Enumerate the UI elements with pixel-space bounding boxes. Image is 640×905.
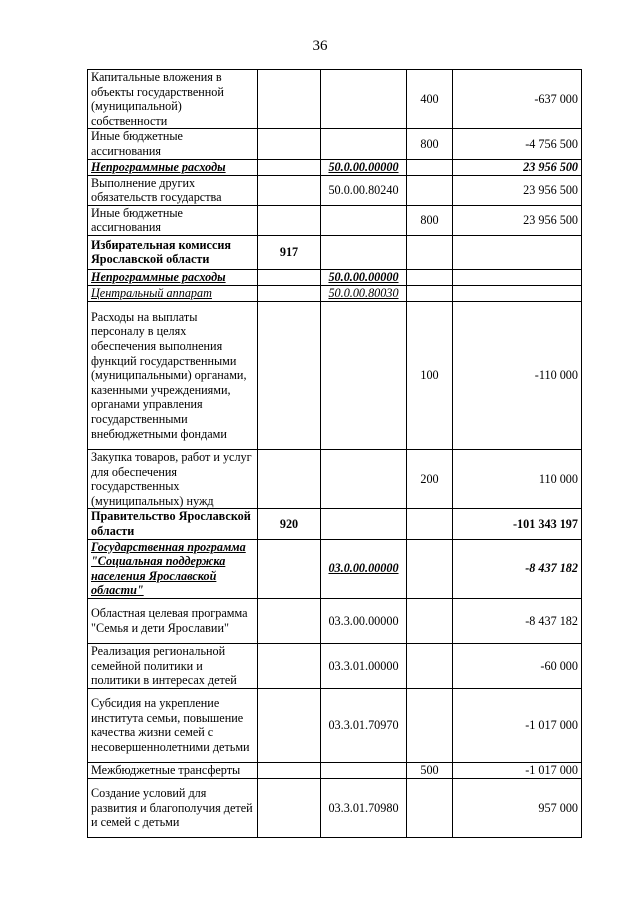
row-code-cell <box>258 539 321 598</box>
row-code-cell: 917 <box>258 235 321 269</box>
row-amount-cell: -4 756 500 <box>453 129 582 159</box>
table-row <box>88 285 582 301</box>
row-program-cell <box>321 509 407 539</box>
row-name-cell: Правительство Ярославской области <box>88 509 258 539</box>
row-code-cell <box>258 778 321 837</box>
row-name-cell: Создание условий для развития и благополучия детей и семей с детьми <box>88 778 258 837</box>
table-row <box>88 449 582 508</box>
row-code-cell <box>258 285 321 301</box>
row-name-cell: Иные бюджетные ассигнования <box>88 129 258 159</box>
row-type-cell <box>407 509 453 539</box>
row-amount-cell: -60 000 <box>453 643 582 688</box>
row-code-cell <box>258 70 321 129</box>
table-row <box>88 643 582 688</box>
table-row <box>88 235 582 269</box>
table-row <box>88 175 582 205</box>
row-type-cell <box>407 539 453 598</box>
row-type-cell: 500 <box>407 762 453 778</box>
row-program-cell: 03.0.00.00000 <box>321 539 407 598</box>
row-amount-cell: -101 343 197 <box>453 509 582 539</box>
row-name-cell: Непрограммные расходы <box>88 159 258 175</box>
page-number: 36 <box>312 38 328 54</box>
table-row <box>88 509 582 539</box>
table-row <box>88 301 582 449</box>
row-amount-cell: 957 000 <box>453 778 582 837</box>
row-program-cell <box>321 129 407 159</box>
row-amount-cell: -110 000 <box>453 301 582 449</box>
row-type-cell: 800 <box>407 129 453 159</box>
row-program-cell <box>321 205 407 235</box>
table-row <box>88 778 582 837</box>
row-program-cell <box>321 235 407 269</box>
row-type-cell <box>407 159 453 175</box>
row-program-cell: 03.3.00.00000 <box>321 598 407 643</box>
row-type-cell <box>407 235 453 269</box>
row-type-cell <box>407 643 453 688</box>
table-row <box>88 688 582 762</box>
row-name-cell: Капитальные вложения в объекты государственной (муниципальной) собственности <box>88 70 258 129</box>
table-row <box>88 539 582 598</box>
row-type-cell <box>407 269 453 285</box>
row-program-cell: 50.0.00.00000 <box>321 159 407 175</box>
row-amount-cell: 23 956 500 <box>453 159 582 175</box>
row-code-cell <box>258 129 321 159</box>
row-type-cell <box>407 778 453 837</box>
row-code-cell <box>258 159 321 175</box>
row-type-cell <box>407 598 453 643</box>
row-type-cell <box>407 285 453 301</box>
row-type-cell: 100 <box>407 301 453 449</box>
row-name-cell: Межбюджетные трансферты <box>88 762 258 778</box>
row-amount-cell: -637 000 <box>453 70 582 129</box>
row-code-cell <box>258 762 321 778</box>
row-program-cell: 03.3.01.70980 <box>321 778 407 837</box>
row-type-cell <box>407 688 453 762</box>
row-amount-cell: -1 017 000 <box>453 688 582 762</box>
row-amount-cell <box>453 235 582 269</box>
row-name-cell: Непрограммные расходы <box>88 269 258 285</box>
row-program-cell: 50.0.00.00000 <box>321 269 407 285</box>
table-row <box>88 762 582 778</box>
row-name-cell: Центральный аппарат <box>88 285 258 301</box>
row-type-cell: 200 <box>407 449 453 508</box>
table-row <box>88 70 582 129</box>
row-code-cell <box>258 449 321 508</box>
row-type-cell: 400 <box>407 70 453 129</box>
row-amount-cell: 23 956 500 <box>453 205 582 235</box>
row-code-cell <box>258 269 321 285</box>
row-amount-cell: -8 437 182 <box>453 598 582 643</box>
row-name-cell: Избирательная комиссия Ярославской области <box>88 235 258 269</box>
row-name-cell: Субсидия на укрепление института семьи, повышение качества жизни семей с несовершеннолетними детьми <box>88 688 258 762</box>
row-amount-cell <box>453 269 582 285</box>
row-program-cell <box>321 301 407 449</box>
row-code-cell <box>258 598 321 643</box>
table-row <box>88 598 582 643</box>
row-name-cell: Закупка товаров, работ и услуг для обеспечения государственных (муниципальных) нужд <box>88 449 258 508</box>
row-name-cell: Иные бюджетные ассигнования <box>88 205 258 235</box>
table-row <box>88 269 582 285</box>
row-code-cell <box>258 175 321 205</box>
row-program-cell <box>321 449 407 508</box>
row-type-cell <box>407 175 453 205</box>
row-program-cell <box>321 762 407 778</box>
table-row <box>88 129 582 159</box>
row-program-cell: 03.3.01.00000 <box>321 643 407 688</box>
budget-table <box>87 69 582 838</box>
row-type-cell: 800 <box>407 205 453 235</box>
row-amount-cell: 110 000 <box>453 449 582 508</box>
row-name-cell: Расходы на выплаты персоналу в целях обеспечения выполнения функций государственными (муниципальными) органами, казенными учреждениями, органами управления государственными внебюджетными фондами <box>88 301 258 449</box>
row-code-cell <box>258 205 321 235</box>
row-code-cell: 920 <box>258 509 321 539</box>
row-name-cell: Реализация региональной семейной политики и политики в интересах детей <box>88 643 258 688</box>
row-amount-cell: 23 956 500 <box>453 175 582 205</box>
row-program-cell <box>321 70 407 129</box>
row-amount-cell: -8 437 182 <box>453 539 582 598</box>
row-name-cell: Государственная программа "Социальная поддержка населения Ярославской области" <box>88 539 258 598</box>
table-row <box>88 205 582 235</box>
row-amount-cell: -1 017 000 <box>453 762 582 778</box>
row-code-cell <box>258 301 321 449</box>
budget-table-body <box>88 70 582 838</box>
row-program-cell: 50.0.00.80240 <box>321 175 407 205</box>
row-name-cell: Выполнение других обязательств государства <box>88 175 258 205</box>
row-name-cell: Областная целевая программа "Семья и дети Ярославии" <box>88 598 258 643</box>
table-row <box>88 159 582 175</box>
row-code-cell <box>258 688 321 762</box>
row-amount-cell <box>453 285 582 301</box>
row-program-cell: 50.0.00.80030 <box>321 285 407 301</box>
row-code-cell <box>258 643 321 688</box>
row-program-cell: 03.3.01.70970 <box>321 688 407 762</box>
